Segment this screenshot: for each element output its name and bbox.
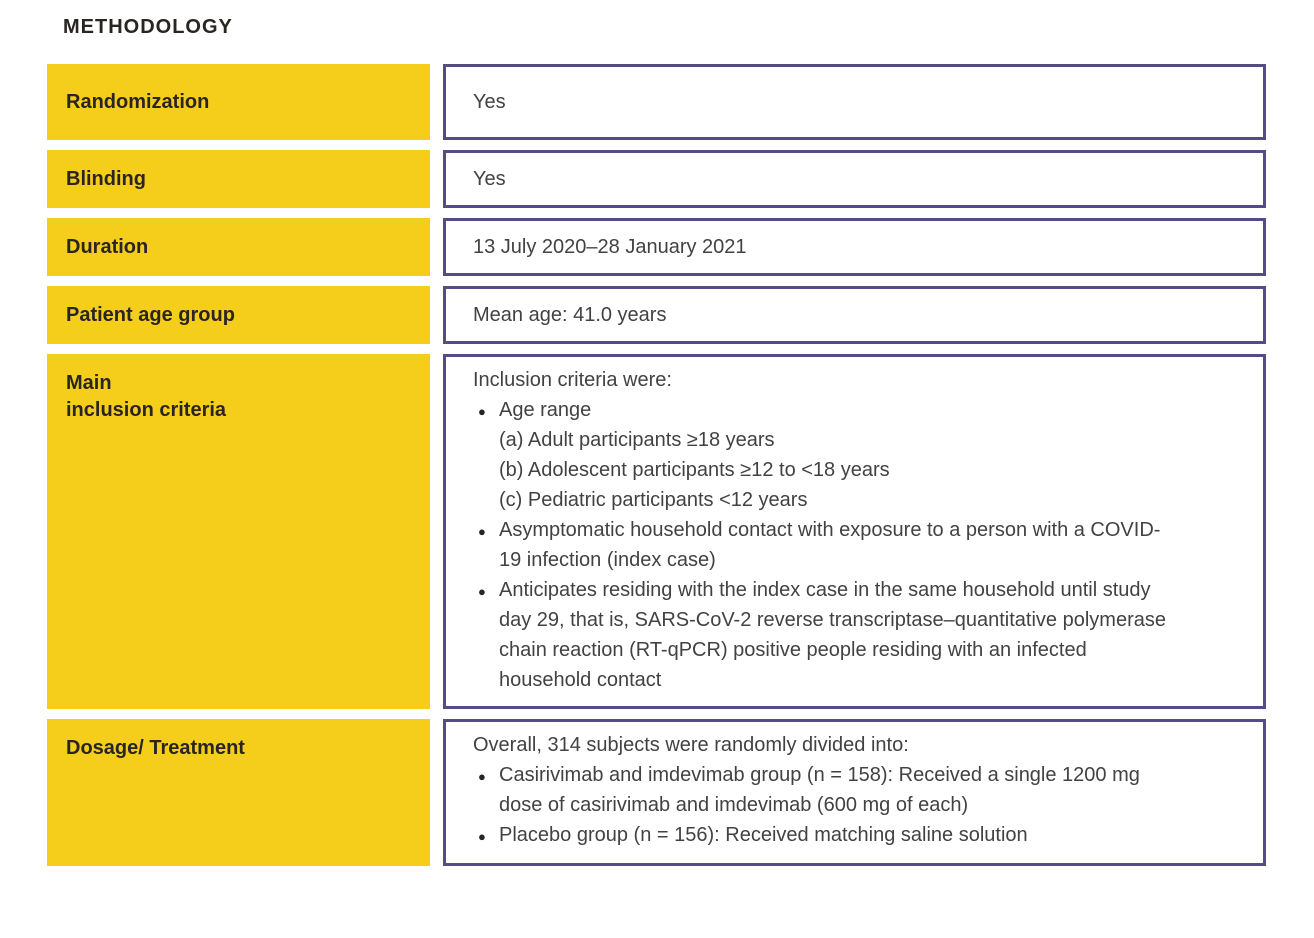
row-main-inclusion-criteria <box>47 354 1266 709</box>
methodology-table <box>47 64 1266 866</box>
row-blinding <box>47 150 1266 208</box>
bullet-icon <box>478 575 499 607</box>
bullet-text: Anticipates residing with the index case in the same household until study day 29, that is, SARS-CoV-2 reverse transcriptase–quantitative polymerase chain reaction (RT-qPCR) positive people residing with an infected household contact <box>499 579 1166 691</box>
row-randomization <box>47 64 1266 140</box>
label-line: inclusion criteria <box>66 399 227 421</box>
label-randomization <box>47 64 430 140</box>
bullet-icon <box>478 820 499 852</box>
bullet-list <box>473 760 1179 852</box>
bullet-content <box>499 395 1179 515</box>
label-line: Blinding <box>66 167 146 190</box>
list-intro: Overall, 314 subjects were randomly divided into: <box>473 734 909 756</box>
value-text: Yes <box>473 167 506 190</box>
value-main-inclusion-criteria <box>443 354 1266 709</box>
label-blinding <box>47 150 430 208</box>
bullet-item <box>478 820 1179 852</box>
value-randomization <box>443 64 1266 140</box>
label-line: Main <box>66 372 112 394</box>
bullet-icon <box>478 760 499 792</box>
value-text: Mean age: 41.0 years <box>473 303 667 326</box>
bullet-content <box>499 515 1179 575</box>
label-main-inclusion-criteria <box>47 354 430 709</box>
value-dosage-treatment <box>443 719 1266 866</box>
label-patient-age-group <box>47 286 430 344</box>
value-blinding <box>443 150 1266 208</box>
value-duration <box>443 218 1266 276</box>
bullet-text: Asymptomatic household contact with exposure to a person with a COVID-19 infection (index case) <box>499 519 1161 571</box>
bullet-subline: (c) Pediatric participants <12 years <box>499 489 808 511</box>
bullet-text: Age range <box>499 399 592 421</box>
label-dosage-treatment <box>47 719 430 866</box>
row-patient-age-group <box>47 286 1266 344</box>
bullet-content <box>499 575 1179 695</box>
bullet-item <box>478 395 1179 515</box>
value-text: Yes <box>473 90 506 113</box>
bullet-subline: (b) Adolescent participants ≥12 to <18 years <box>499 459 890 481</box>
bullet-subline: (a) Adult participants ≥18 years <box>499 429 775 451</box>
label-duration <box>47 218 430 276</box>
label-line: Duration <box>66 235 149 258</box>
value-patient-age-group <box>443 286 1266 344</box>
bullet-item <box>478 760 1179 820</box>
row-duration <box>47 218 1266 276</box>
bullet-item <box>478 515 1179 575</box>
bullet-content <box>499 760 1179 820</box>
bullet-list <box>473 395 1179 695</box>
bullet-item <box>478 575 1179 695</box>
value-text: 13 July 2020–28 January 2021 <box>473 235 747 258</box>
bullet-content <box>499 820 1179 850</box>
row-dosage-treatment <box>47 719 1266 866</box>
bullet-icon <box>478 395 499 427</box>
label-line: Patient age group <box>66 303 235 326</box>
bullet-icon <box>478 515 499 547</box>
label-line: Randomization <box>66 90 210 113</box>
list-intro: Inclusion criteria were: <box>473 369 672 391</box>
bullet-text: Casirivimab and imdevimab group (n = 158): Received a single 1200 mg dose of casirivimab and imdevimab (600 mg of each) <box>499 764 1140 816</box>
label-line: Dosage/ Treatment <box>66 737 245 759</box>
bullet-text: Placebo group (n = 156): Received matching saline solution <box>499 824 1028 846</box>
page-title: METHODOLOGY <box>63 16 233 38</box>
